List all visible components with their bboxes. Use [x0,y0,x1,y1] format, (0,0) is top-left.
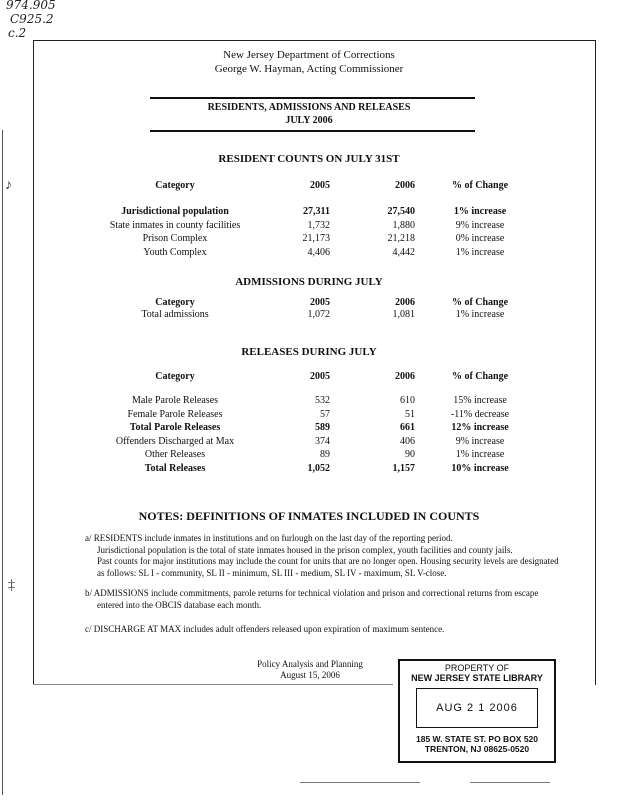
col-change: % of Change [451,180,509,191]
note-c [85,624,595,636]
col-2005: 2005 [310,180,330,191]
col-2005: 2005 [310,371,330,382]
row-value-2006: 1,081 [392,309,415,320]
note-a [85,533,595,579]
note-a-line2: Jurisdictional population is the total of state inmates housed in the prison complex, youth facilities and county jails. [97,544,513,555]
handwritten-call-number-2: C925.2 [10,12,54,26]
col-2006: 2006 [395,371,415,382]
row-value-2005: 1,052 [307,462,330,474]
row-value-2005: 589 [315,422,330,433]
row-value-2005: 89 [320,449,330,460]
stamp-library-name: NEW JERSEY STATE LIBRARY [411,673,543,683]
frame-top-border [33,40,596,41]
col-change: % of Change [451,371,509,382]
row-category: Total Releases [144,462,206,474]
notes-heading: NOTES: DEFINITIONS OF INMATES INCLUDED IN COUNTS [138,509,480,523]
table-row [60,409,530,422]
stamp-property-of: PROPERTY OF [444,663,510,673]
frame-right-border [595,40,596,685]
note-c-line1: c/ DISCHARGE AT MAX includes adult offenders released upon expiration of maximum sentence. [85,624,445,634]
row-category: Female Parole Releases [127,408,223,420]
stamp-address: 185 W. STATE ST. PO BOX 520 [415,734,539,744]
frame-bottom-border [33,684,393,685]
scan-smudge-line [300,782,420,783]
frame-left-border [33,40,34,685]
table-row [60,220,530,233]
stamp-city: TRENTON, NJ 08625-0520 [424,744,530,754]
row-value-2006: 90 [405,449,415,460]
scan-artifact-mark: ♪ [5,178,12,193]
admissions-heading: ADMISSIONS DURING JULY [235,276,383,288]
releases-header-row [60,371,530,384]
row-change: 1% increase [455,246,505,258]
note-b [85,588,595,611]
row-value-2005: 21,173 [302,233,330,244]
table-row [60,247,530,260]
row-category: Total Parole Releases [129,422,221,433]
table-row [60,233,530,246]
row-value-2006: 610 [400,395,415,406]
row-value-2006: 406 [400,435,415,447]
row-category: Offenders Discharged at Max [115,435,235,447]
row-value-2006: 4,442 [392,246,415,258]
row-change: 0% increase [455,233,505,244]
scan-edge-line [2,130,3,795]
table-row [60,309,530,322]
table-row [60,422,530,435]
table-row [60,395,530,408]
row-category: State inmates in county facilities [109,219,241,231]
row-value-2006: 21,218 [387,233,415,244]
row-change: 1% increase [455,449,505,460]
col-change: % of Change [451,297,509,308]
stamp-received-date: AUG 2 1 2006 [416,688,538,728]
row-value-2005: 4,406 [307,246,330,258]
row-value-2006: 661 [400,422,415,433]
table-row [60,449,530,462]
footer-date: August 15, 2006 [280,670,340,680]
row-category: Other Releases [144,449,206,460]
handwritten-call-number-1: 974.905 [6,0,56,12]
row-category: Youth Complex [143,246,207,258]
col-2006: 2006 [395,180,415,191]
row-change: 12% increase [451,422,509,433]
row-change: -11% decrease [450,408,510,420]
row-category: Jurisdictional population [121,206,229,217]
report-title: RESIDENTS, ADMISSIONS AND RELEASES [207,102,411,113]
row-category: Total admissions [141,309,209,320]
row-change: 15% increase [453,395,507,406]
table-row [60,463,530,476]
row-value-2006: 1,157 [392,462,415,474]
row-value-2005: 532 [315,395,330,406]
note-a-line1: a/ RESIDENTS include inmates in institutions and on furlough on the last day of the reporting period. [85,533,453,543]
report-period: JULY 2006 [285,115,333,126]
title-rule-bottom [150,130,475,132]
row-change: 9% increase [455,219,505,231]
col-category: Category [155,371,195,382]
row-change: 9% increase [455,435,505,447]
col-2006: 2006 [395,297,415,308]
department-name: New Jersey Department of Corrections [223,49,395,61]
row-value-2006: 51 [405,408,415,420]
residents-header-row [60,180,530,193]
row-value-2005: 57 [320,408,330,420]
scan-smudge-line [470,782,550,783]
row-value-2006: 27,540 [387,206,415,217]
handwritten-call-number-3: c.2 [8,26,27,40]
table-row [60,436,530,449]
row-change: 10% increase [451,462,509,474]
note-b-line1: b/ ADMISSIONS include commitments, parole returns for technical violation and prison and correctional returns from escape [85,588,539,598]
commissioner-name: George W. Hayman, Acting Commissioner [214,63,404,75]
table-row [60,206,530,219]
note-a-line3: Past counts for major institutions may include the count for units that are no longer open. Housing security levels are designated [97,556,559,566]
row-value-2005: 374 [315,435,330,447]
title-rule-top [150,97,475,99]
footer-office: Policy Analysis and Planning [257,659,363,669]
note-a-line4: as follows: SL I - community, SL II - minimum, SL III - medium, SL IV - maximum, SL V-close. [97,567,447,578]
col-2005: 2005 [310,297,330,308]
library-stamp [398,659,556,763]
row-value-2005: 1,732 [307,219,330,231]
row-change: 1% increase [453,206,507,217]
note-b-line2: entered into the OBCIS database each month. [97,599,262,610]
row-value-2005: 1,072 [307,309,330,320]
row-category: Prison Complex [142,233,208,244]
releases-heading: RELEASES DURING JULY [241,346,377,358]
scan-artifact-mark: ‡ [8,578,15,593]
row-value-2005: 27,311 [303,206,330,217]
row-value-2006: 1,880 [392,219,415,231]
row-change: 1% increase [455,309,505,320]
row-category: Male Parole Releases [131,395,219,406]
col-category: Category [155,297,195,308]
residents-heading: RESIDENT COUNTS ON JULY 31ST [218,153,400,165]
col-category: Category [155,180,195,191]
